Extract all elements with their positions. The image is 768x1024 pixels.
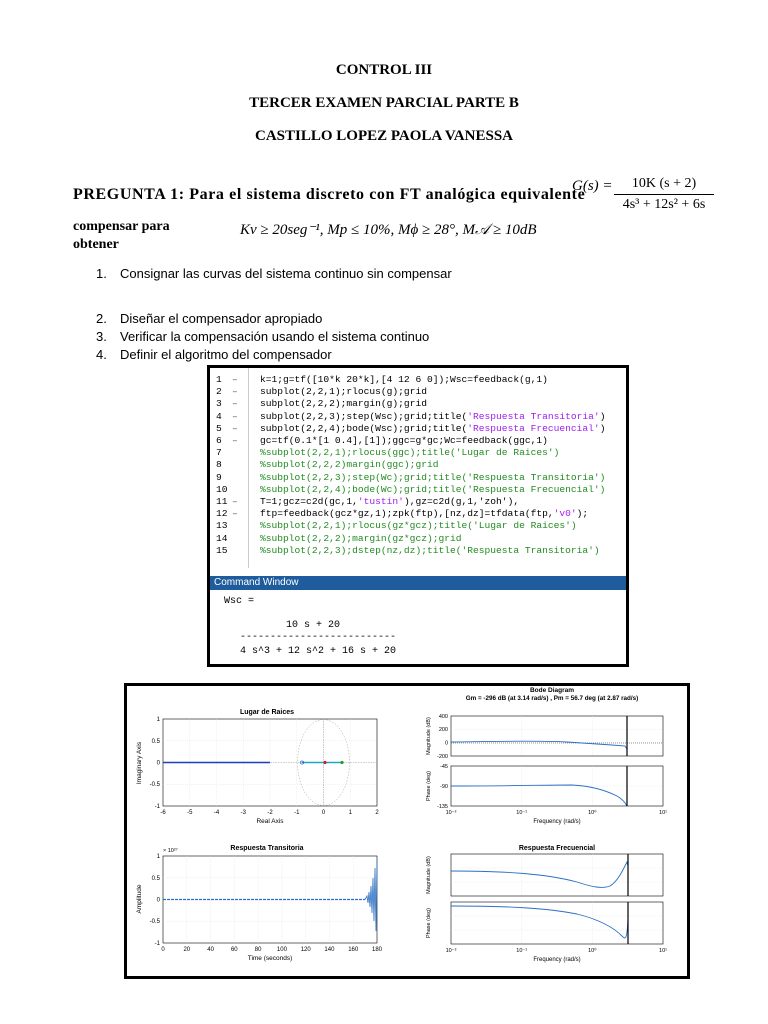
tick-label: 20 <box>183 947 191 953</box>
output-denominator: 4 s^3 + 12 s^2 + 16 s + 20 <box>240 646 397 657</box>
breakpoint-dash: – <box>232 496 238 507</box>
bode-mag-yticks <box>437 714 448 760</box>
code-line <box>210 411 626 423</box>
task-item-4 <box>96 347 332 362</box>
tick-label: 0 <box>161 947 165 953</box>
bode-xlabel: Frequency (rad/s) <box>533 819 581 825</box>
tick-label: 10¹ <box>659 948 667 954</box>
tick-label: 10⁰ <box>588 948 597 954</box>
tick-label: 160 <box>348 947 359 953</box>
tick-label: 1 <box>348 810 352 816</box>
line-number: 1 <box>216 374 222 385</box>
tick-label: 400 <box>438 714 448 720</box>
tick-label: -135 <box>436 804 448 810</box>
tick-label: 1 <box>156 854 160 860</box>
code-text: %subplot(2,2,3);dstep(nz,dz);title('Respuesta Transitoria') <box>260 544 600 556</box>
bode-title: Bode Diagram <box>529 687 575 694</box>
line-number: 7 <box>216 447 222 459</box>
bode-margins: Gm = -296 dB (at 3.14 rad/s) , Pm = 56.7 deg (at 2.87 rad/s) <box>465 695 639 702</box>
code-line <box>210 447 626 459</box>
tick-label: 60 <box>230 947 238 953</box>
task-text: Consignar las curvas del sistema continuo sin compensar <box>120 266 452 281</box>
line-number: 14 <box>216 532 228 544</box>
task-text: Definir el algoritmo del compensador <box>120 347 332 362</box>
tick-label: -200 <box>436 754 448 760</box>
code-line <box>210 374 626 386</box>
line-number: 6 <box>216 435 222 446</box>
student-name: CASTILLO LOPEZ PAOLA VANESSA <box>255 128 513 144</box>
transfer-function <box>614 176 714 213</box>
tick-label: 200 <box>438 727 448 733</box>
code-text: ftp=feedback(gcz*gz,1);zpk(ftp),[nz,dz]=tfdata(ftp,'v0'); <box>260 508 589 520</box>
code-line <box>210 508 626 520</box>
breakpoint-dash: – <box>232 508 238 520</box>
tick-label: 1 <box>156 717 160 723</box>
rlocus-xlabel: Real Axis <box>256 818 284 825</box>
breakpoint-dash: – <box>232 410 238 422</box>
code-line <box>210 459 626 471</box>
tick-label: 120 <box>300 947 311 953</box>
line-number: 4 <box>216 410 222 422</box>
code-text: %subplot(2,2,3);step(Wc);grid;title('Respuesta Transitoria') <box>260 471 606 483</box>
task-item-2 <box>96 311 322 326</box>
code-text: k=1;g=tf([10*k 20*k],[4 12 6 0]);Wsc=feedback(g,1) <box>260 374 548 385</box>
code-text: gc=tf(0.1*[1 0.4],[1]);ggc=g*gc;Wc=feedback(ggc,1) <box>260 435 548 446</box>
output-fraction-bar: -------------------------- <box>240 632 397 643</box>
output-numerator: 10 s + 20 <box>286 620 341 631</box>
tick-label: 0 <box>321 810 326 816</box>
tick-label: 0.5 <box>151 739 160 745</box>
line-number: 3 <box>216 398 222 410</box>
code-text: subplot(2,2,4);bode(Wsc);grid;title('Respuesta Frecuencial') <box>260 422 606 434</box>
task-number: 3. <box>96 329 107 344</box>
tick-label: -5 <box>187 810 193 816</box>
code-text: subplot(2,2,2);margin(g);grid <box>260 398 427 410</box>
tick-label: -2 <box>267 810 273 816</box>
step-xticks <box>161 947 382 953</box>
code-line <box>210 398 626 410</box>
tick-label: 0.5 <box>151 876 160 882</box>
tick-label: 10⁻¹ <box>516 810 528 816</box>
task-text: Diseñar el compensador apropiado <box>120 311 323 326</box>
code-text: %subplot(2,2,4);bode(Wc);grid;title('Respuesta Frecuencial') <box>260 483 606 495</box>
tick-label: 0 <box>444 740 448 747</box>
freq-xticks <box>446 947 668 954</box>
breakpoint-dash: – <box>232 422 238 434</box>
bode-phase-ylabel: Phase (deg) <box>426 771 432 801</box>
rlocus-xticks <box>160 810 379 816</box>
plots-svg <box>127 686 687 976</box>
line-number: 13 <box>216 520 228 532</box>
tick-label: 2 <box>375 810 379 816</box>
tick-label: -1 <box>294 810 300 816</box>
matlab-editor-screenshot <box>207 365 629 667</box>
matlab-figure <box>124 683 690 979</box>
code-line <box>210 386 626 398</box>
tick-label: 10⁰ <box>588 810 597 816</box>
freq-phase-axes <box>451 902 663 944</box>
code-text: %subplot(2,2,2);margin(gz*gcz);grid <box>260 532 462 544</box>
tick-label: 10⁻² <box>445 810 457 816</box>
task-number: 1. <box>96 266 107 281</box>
code-text: subplot(2,2,1);rlocus(g);grid <box>260 386 427 398</box>
code-line <box>210 435 626 447</box>
code-editor <box>210 368 626 576</box>
compensate-line-2: obtener <box>73 237 119 252</box>
tick-label: -90 <box>440 784 448 790</box>
tick-label: 100 <box>276 947 287 953</box>
code-line <box>210 484 626 496</box>
tick-label: 180 <box>371 947 383 953</box>
code-text: %subplot(2,2,2)margin(ggc);grid <box>260 459 439 471</box>
breakpoint-dash: – <box>232 398 238 410</box>
command-window-titlebar: Command Window <box>210 576 626 590</box>
question-text: PREGUNTA 1: Para el sistema discreto con FT analógica equivalente <box>73 186 586 203</box>
tick-label: -4 <box>213 810 220 816</box>
step-xlabel: Time (seconds) <box>247 955 293 962</box>
line-number: 2 <box>216 386 222 398</box>
step-title: Respuesta Transitoria <box>230 845 304 852</box>
tick-label: -1 <box>154 804 160 810</box>
compensate-line-1: compensar para <box>73 219 170 234</box>
course-title: CONTROL III <box>335 62 433 78</box>
step-exponent: × 10²⁷ <box>163 848 178 854</box>
rlocus-title: Lugar de Raices <box>239 709 295 716</box>
code-text: subplot(2,2,3);step(Wsc);grid;title('Respuesta Transitoria') <box>260 410 606 422</box>
freq-xlabel: Frequency (rad/s) <box>533 957 581 963</box>
tick-label: -1 <box>154 941 160 947</box>
task-number: 4. <box>96 347 107 362</box>
tick-label: 0 <box>156 897 160 904</box>
code-line <box>210 472 626 484</box>
breakpoint-dash: – <box>232 386 238 398</box>
transfer-function-label: G(s) = <box>572 178 613 194</box>
bode-mag-ylabel: Magnitude (dB) <box>426 717 432 755</box>
line-number: 9 <box>216 471 222 483</box>
tick-label: -6 <box>160 810 166 816</box>
tf-numerator: 10K (s + 2) <box>614 176 714 195</box>
tick-label: 0 <box>156 760 160 767</box>
rlocus-ylabel: Imaginary Axis <box>136 741 143 785</box>
freq-mag-ylabel: Magnitude (dB) <box>426 856 432 894</box>
code-line <box>210 496 626 508</box>
line-number: 12 <box>216 508 228 520</box>
step-ylabel: Amplitude <box>136 884 143 914</box>
bode-xticks <box>446 809 668 816</box>
tick-label: -3 <box>240 810 246 816</box>
code-line <box>210 520 626 532</box>
task-number: 2. <box>96 311 107 326</box>
breakpoint-dash: – <box>232 374 238 385</box>
tick-label: 140 <box>324 947 335 953</box>
bode-phase-yticks <box>437 764 448 810</box>
tick-label: 10⁻² <box>445 948 457 954</box>
tick-label: 80 <box>254 947 262 953</box>
code-line <box>210 545 626 557</box>
line-number: 10 <box>216 483 228 495</box>
rlocus-yticks <box>150 717 161 810</box>
tick-label: 10¹ <box>659 810 667 816</box>
command-window <box>210 590 626 664</box>
exam-title: TERCER EXAMEN PARCIAL PARTE B <box>249 95 519 111</box>
line-number: 11 <box>216 496 228 507</box>
freq-title: Respuesta Frecuencial <box>518 845 596 852</box>
tick-label: -0.5 <box>149 782 160 788</box>
step-yticks <box>150 854 161 947</box>
code-text: %subplot(2,2,1);rlocus(ggc);title('Lugar de Raices') <box>260 447 560 459</box>
code-text: T=1;gcz=c2d(gc,1,'tustin'),gz=c2d(g,1,'zoh'), <box>260 496 520 507</box>
line-number: 15 <box>216 544 228 556</box>
design-specs: Kv ≥ 20seg⁻¹, Mp ≤ 10%, Mϕ ≥ 28°, M𝒜 ≥ 10dB <box>240 222 537 238</box>
code-text: %subplot(2,2,1);rlocus(gz*gcz);title('Lugar de Raices') <box>260 520 577 532</box>
tick-label: 40 <box>207 947 214 953</box>
compensate-label <box>73 218 170 254</box>
line-number: 8 <box>216 459 222 471</box>
rlocus-pole-marker <box>323 761 326 764</box>
task-text: Verificar la compensación usando el sistema continuo <box>120 329 430 344</box>
breakpoint-dash: – <box>232 435 238 446</box>
line-number: 5 <box>216 422 222 434</box>
tf-denominator: 4s³ + 12s² + 6s <box>622 197 706 212</box>
freq-magnitude-axes <box>451 854 663 896</box>
freq-phase-ylabel: Phase (deg) <box>426 908 432 938</box>
tick-label: 10⁻¹ <box>516 948 528 954</box>
task-item-3 <box>96 329 429 344</box>
tick-label: -45 <box>440 764 448 770</box>
task-item-1 <box>96 266 452 281</box>
tick-label: -0.5 <box>149 919 160 925</box>
rlocus-pole-marker <box>340 761 343 764</box>
code-line <box>210 423 626 435</box>
output-variable: Wsc = <box>224 596 255 607</box>
code-line <box>210 533 626 545</box>
bode-magnitude-axes <box>451 716 663 756</box>
